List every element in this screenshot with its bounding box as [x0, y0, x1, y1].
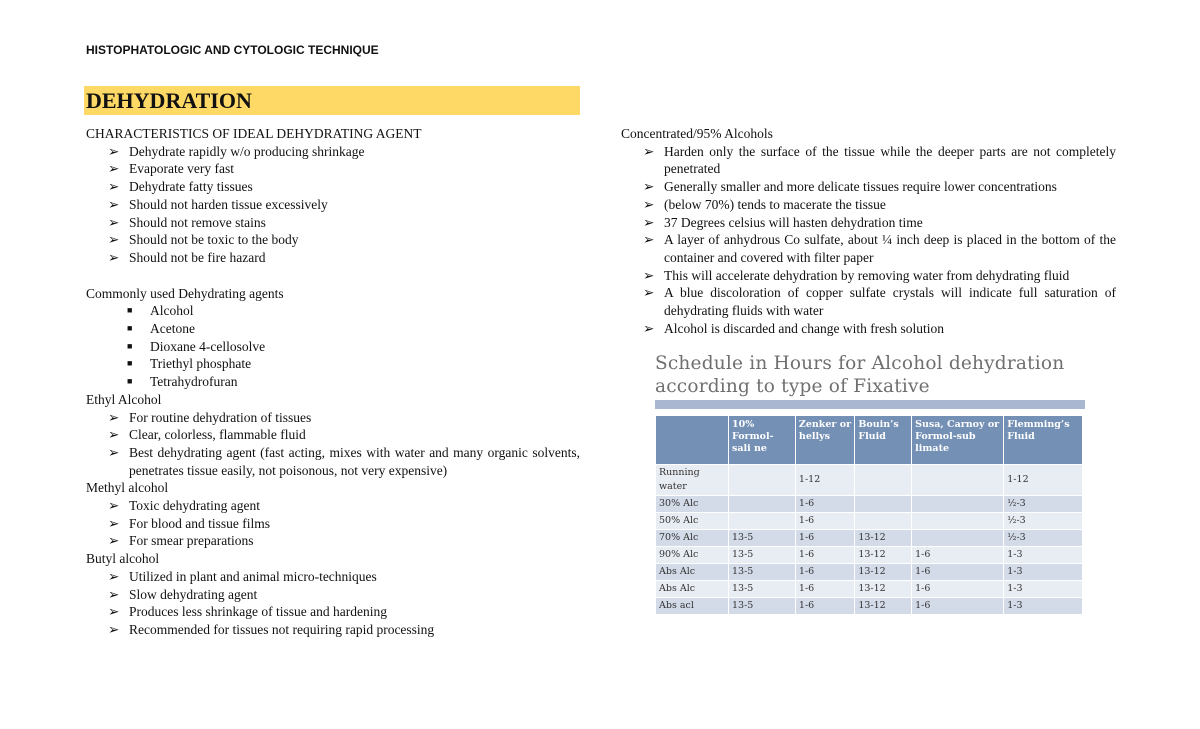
table-row [656, 530, 1083, 547]
square-bullet-icon: ■ [127, 376, 133, 387]
list-item-text: Slow dehydrating agent [129, 586, 258, 602]
list-item-text: Alcohol is discarded and change with fresh solution [664, 320, 945, 336]
arrow-bullet-icon: ➢ [108, 427, 120, 443]
schedule-cell: 13-12 [855, 547, 912, 564]
agents-title: Commonly used Dehydrating agents [86, 285, 284, 301]
list-item-text: Toxic dehydrating agent [129, 498, 261, 514]
schedule-table [655, 415, 1083, 615]
methyl-list [86, 497, 580, 550]
schedule-cell [855, 513, 912, 530]
schedule-row-label: 50% Alc [656, 513, 729, 530]
square-bullet-icon: ■ [127, 305, 133, 316]
arrow-bullet-icon: ➢ [643, 232, 655, 248]
list-item [86, 214, 580, 232]
list-item-text: For smear preparations [129, 533, 254, 549]
schedule-column-header: Bouin’s Fluid [855, 416, 912, 465]
arrow-bullet-icon: ➢ [108, 214, 120, 230]
arrow-bullet-icon: ➢ [108, 409, 120, 425]
schedule-cell [855, 496, 912, 513]
arrow-bullet-icon: ➢ [643, 143, 655, 159]
schedule-row-label: Abs Alc [656, 564, 729, 581]
list-item-text: Evaporate very fast [129, 161, 234, 177]
schedule-cell: 1-3 [1004, 598, 1083, 615]
list-item [86, 249, 580, 267]
arrow-bullet-icon: ➢ [108, 143, 120, 159]
schedule-row-label: Abs acl [656, 598, 729, 615]
arrow-bullet-icon: ➢ [108, 586, 120, 602]
arrow-bullet-icon: ➢ [643, 267, 655, 283]
schedule-column-header [656, 416, 729, 465]
arrow-bullet-icon: ➢ [108, 196, 120, 212]
list-item [621, 320, 1116, 338]
list-item [86, 302, 580, 320]
schedule-cell: 13-12 [855, 564, 912, 581]
arrow-bullet-icon: ➢ [643, 320, 655, 336]
schedule-cell: 1-6 [795, 496, 854, 513]
arrow-bullet-icon: ➢ [643, 179, 655, 195]
schedule-cell [912, 465, 1004, 496]
butyl-title: Butyl alcohol [86, 551, 160, 567]
ethyl-list [86, 409, 580, 480]
schedule-title-bar [655, 400, 1085, 409]
schedule-cell: 13-12 [855, 598, 912, 615]
list-item-text: Tetrahydrofuran [150, 374, 238, 390]
list-item [86, 160, 580, 178]
arrow-bullet-icon: ➢ [108, 568, 120, 584]
list-item-text: Should not be fire hazard [129, 249, 266, 265]
list-item [86, 196, 580, 214]
list-item [86, 532, 580, 550]
list-item [621, 143, 1116, 178]
schedule-cell: 13-5 [729, 564, 796, 581]
list-item-text: A layer of anhydrous Co sulfate, about ¼ inch deep is placed in the bottom of the container and covered with filter paper [664, 232, 1116, 265]
schedule-cell [855, 465, 912, 496]
list-item [86, 586, 580, 604]
table-row [656, 547, 1083, 564]
arrow-bullet-icon: ➢ [108, 621, 120, 637]
list-item-text: Dioxane 4-cellosolve [150, 338, 266, 354]
characteristics-title: CHARACTERISTICS OF IDEAL DEHYDRATING AGENT [86, 126, 422, 141]
list-item-text: Generally smaller and more delicate tissues require lower concentrations [664, 179, 1057, 195]
schedule-cell: 1-12 [795, 465, 854, 496]
list-item-text: Should not harden tissue excessively [129, 196, 328, 212]
list-item-text: Dehydrate rapidly w/o producing shrinkage [129, 143, 365, 159]
list-item [86, 231, 580, 249]
list-item-text: Triethyl phosphate [150, 356, 252, 372]
arrow-bullet-icon: ➢ [108, 533, 120, 549]
schedule-cell: 13-12 [855, 581, 912, 598]
list-item [86, 143, 580, 161]
concentrated-title: Concentrated/95% Alcohols [621, 126, 773, 141]
arrow-bullet-icon: ➢ [108, 444, 120, 460]
schedule-cell: 1-6 [912, 547, 1004, 564]
list-item [621, 196, 1116, 214]
list-item [86, 355, 580, 373]
list-item [86, 409, 580, 427]
list-item [86, 444, 580, 479]
schedule-cell: 13-5 [729, 530, 796, 547]
list-item [86, 603, 580, 621]
list-item-text: Produces less shrinkage of tissue and hardening [129, 604, 387, 620]
arrow-bullet-icon: ➢ [108, 179, 120, 195]
left-column [86, 125, 580, 639]
list-item-text: A blue discoloration of copper sulfate crystals will indicate full saturation of dehydrating fluids with water [664, 285, 1116, 319]
schedule-cell: 1-6 [795, 530, 854, 547]
butyl-list [86, 568, 580, 639]
document-header: HISTOPHATOLOGIC AND CYTOLOGIC TECHNIQUE [86, 43, 379, 57]
schedule-cell [729, 465, 796, 496]
schedule-cell: 1-6 [795, 547, 854, 564]
ethyl-title: Ethyl Alcohol [86, 391, 162, 407]
list-item [86, 568, 580, 586]
list-item-text: For routine dehydration of tissues [129, 409, 312, 425]
characteristics-list [86, 143, 580, 267]
schedule-cell: 1-6 [912, 581, 1004, 598]
schedule-title-line2: according to type of Fixative [655, 376, 930, 397]
schedule-column-header: Flemming’s Fluid [1004, 416, 1083, 465]
arrow-bullet-icon: ➢ [108, 498, 120, 514]
list-item-text: Should not remove stains [129, 214, 266, 230]
list-item [86, 621, 580, 639]
arrow-bullet-icon: ➢ [643, 285, 655, 301]
list-item [621, 214, 1116, 232]
list-item [86, 373, 580, 391]
arrow-bullet-icon: ➢ [643, 196, 655, 212]
arrow-bullet-icon: ➢ [108, 249, 120, 265]
schedule-cell: 13-5 [729, 547, 796, 564]
section-title: DEHYDRATION [86, 88, 252, 113]
schedule-column-header: Susa, Carnoy or Formol-sub limate [912, 416, 1004, 465]
list-item-text: Best dehydrating agent (fast acting, mixes with water and many organic solvents, penetrates tissue easily, not poisonous, not very expensive) [129, 444, 580, 478]
schedule-cell: 1-6 [912, 564, 1004, 581]
list-item-text: Acetone [150, 321, 195, 337]
schedule-cell: ½-3 [1004, 496, 1083, 513]
schedule-column-header: 10% Formol-sali ne [729, 416, 796, 465]
schedule-cell: 1-12 [1004, 465, 1083, 496]
square-bullet-icon: ■ [127, 358, 133, 369]
concentrated-list [621, 143, 1116, 338]
schedule-cell: 1-6 [795, 564, 854, 581]
list-item-text: For blood and tissue films [129, 515, 270, 531]
list-item [86, 497, 580, 515]
schedule-row-label: 70% Alc [656, 530, 729, 547]
schedule-row-label: Running water [656, 465, 729, 496]
table-row [656, 564, 1083, 581]
list-item-text: Should not be toxic to the body [129, 232, 299, 248]
arrow-bullet-icon: ➢ [108, 161, 120, 177]
list-item-text: 37 Degrees celsius will hasten dehydration time [664, 214, 923, 230]
list-item-text: Alcohol [150, 303, 194, 319]
arrow-bullet-icon: ➢ [108, 515, 120, 531]
arrow-bullet-icon: ➢ [108, 604, 120, 620]
list-item [86, 320, 580, 338]
list-item [86, 338, 580, 356]
schedule-cell: ½-3 [1004, 513, 1083, 530]
schedule-cell [729, 496, 796, 513]
schedule-cell: 1-6 [795, 598, 854, 615]
schedule-cell [912, 496, 1004, 513]
table-row [656, 581, 1083, 598]
schedule-header-row [656, 416, 1083, 465]
table-row [656, 513, 1083, 530]
list-item [621, 178, 1116, 196]
schedule-title-line1: Schedule in Hours for Alcohol dehydration [655, 353, 1065, 374]
schedule-row-label: 30% Alc [656, 496, 729, 513]
schedule-cell: ½-3 [1004, 530, 1083, 547]
arrow-bullet-icon: ➢ [108, 232, 120, 248]
schedule-cell: 1-6 [795, 581, 854, 598]
square-bullet-icon: ■ [127, 340, 133, 351]
methyl-title: Methyl alcohol [86, 480, 169, 496]
schedule-cell: 13-5 [729, 598, 796, 615]
list-item [86, 178, 580, 196]
schedule-cell: 1-6 [795, 513, 854, 530]
list-item-text: Dehydrate fatty tissues [129, 179, 253, 195]
list-item-text: Utilized in plant and animal micro-techniques [129, 568, 377, 584]
schedule-cell: 1-3 [1004, 564, 1083, 581]
section-banner [84, 86, 580, 115]
square-bullet-icon: ■ [127, 323, 133, 334]
table-row [656, 598, 1083, 615]
list-item-text: Recommended for tissues not requiring rapid processing [129, 621, 435, 637]
list-item [621, 231, 1116, 266]
schedule-body [656, 465, 1083, 615]
schedule-row-label: Abs Alc [656, 581, 729, 598]
list-item [621, 284, 1116, 319]
list-item [86, 426, 580, 444]
list-item-text: (below 70%) tends to macerate the tissue [664, 196, 886, 212]
schedule-cell: 13-5 [729, 581, 796, 598]
right-column [621, 125, 1116, 337]
list-item-text: This will accelerate dehydration by removing water from dehydrating fluid [664, 267, 1070, 283]
agents-list [86, 302, 580, 391]
schedule-cell: 13-12 [855, 530, 912, 547]
schedule-cell: 1-3 [1004, 581, 1083, 598]
schedule-cell: 1-6 [912, 598, 1004, 615]
schedule-cell [912, 513, 1004, 530]
schedule-figure [655, 352, 1085, 615]
table-row [656, 465, 1083, 496]
table-row [656, 496, 1083, 513]
schedule-cell: 1-3 [1004, 547, 1083, 564]
list-item-text: Clear, colorless, flammable fluid [129, 427, 306, 443]
arrow-bullet-icon: ➢ [643, 214, 655, 230]
list-item [86, 515, 580, 533]
list-item-text: Harden only the surface of the tissue while the deeper parts are not completely penetrated [664, 143, 1116, 177]
schedule-cell [729, 513, 796, 530]
list-item [621, 267, 1116, 285]
schedule-column-header: Zenker or hellys [795, 416, 854, 465]
schedule-cell [912, 530, 1004, 547]
schedule-row-label: 90% Alc [656, 547, 729, 564]
